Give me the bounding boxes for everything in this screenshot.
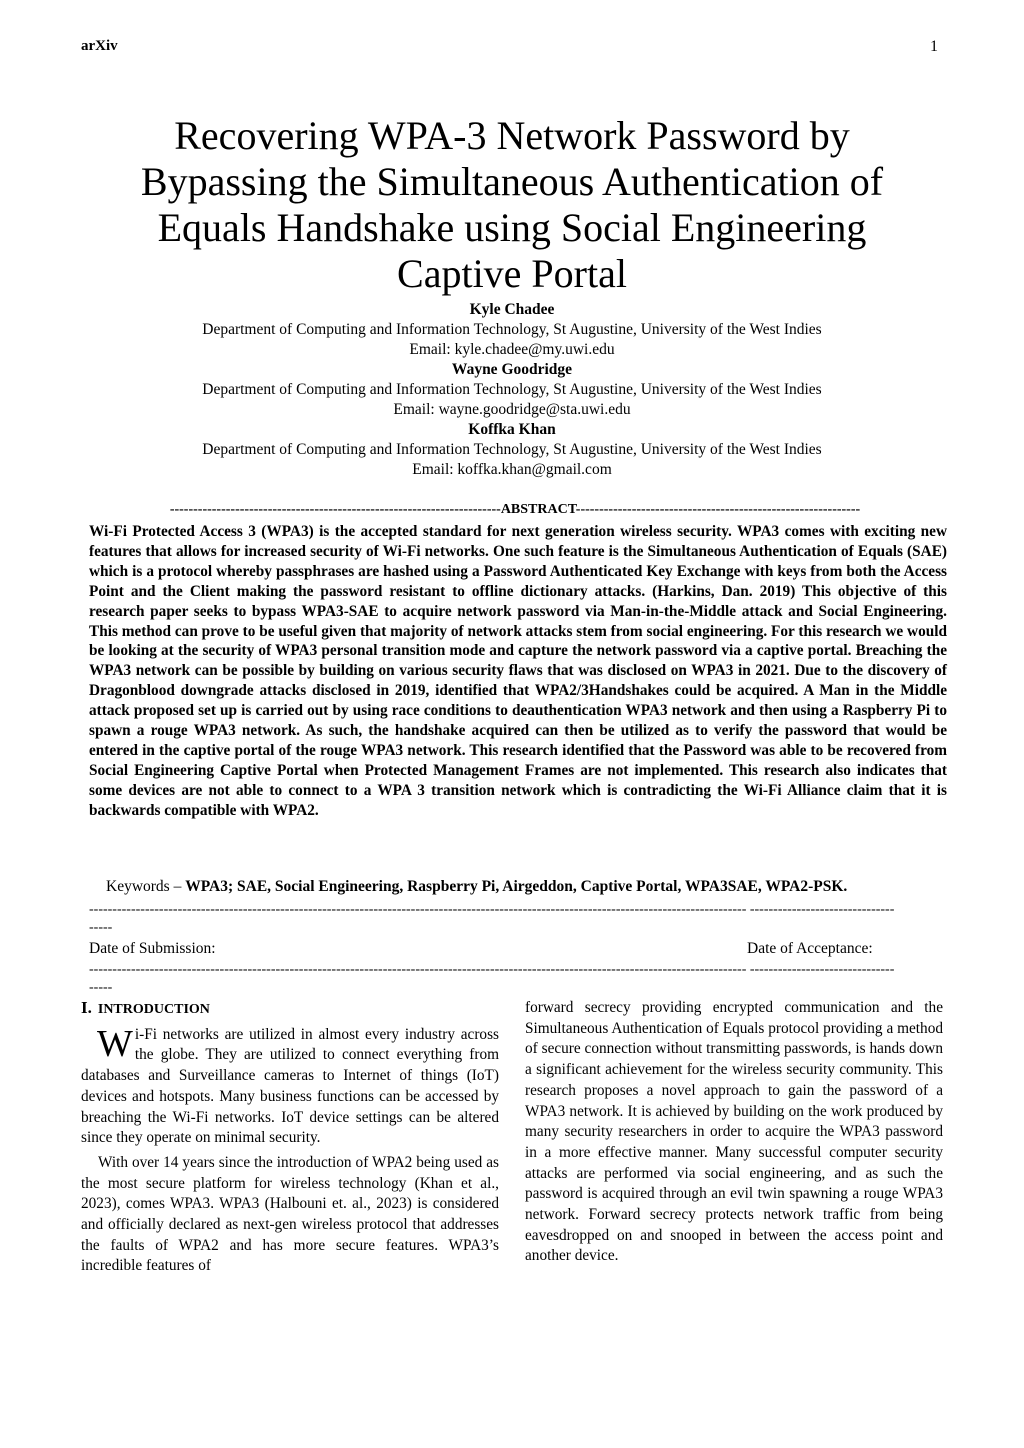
author-email: Email: kyle.chadee@my.uwi.edu — [409, 341, 615, 358]
title-line: Bypassing the Simultaneous Authentication of — [140, 159, 884, 204]
keywords — [106, 878, 847, 896]
author-affiliation: Department of Computing and Information Technology, St Augustine, University of the West Indies — [202, 381, 822, 398]
separator-line: --------------------------------------------------------------------------------------------------------------------------------------------- ------------------------------- — [89, 962, 895, 977]
date-of-submission: Date of Submission: — [89, 940, 216, 957]
page-number: 1 — [930, 38, 938, 55]
section-heading — [81, 998, 499, 1021]
left-column — [81, 998, 499, 1277]
author-affiliation: Department of Computing and Information Technology, St Augustine, University of the West Indies — [202, 321, 822, 338]
section-title: INTRODUCTION — [97, 1002, 210, 1017]
abstract-text: Wi-Fi Protected Access 3 (WPA3) is the accepted standard for next generation wireless security. WPA3 comes with exciting new features that allows for increased security of Wi-Fi networks. One such feature is the Simultaneous Authentication of Equals (SAE) which is a protocol whereby passphrases are hashed using a Password Authenticated Key Exchange with keys from both the Access Point and the Client making the password resistant to offline dictionary attacks. (Harkins, Dan. 2019) This objective of this research paper seeks to bypass WPA3-SAE to acquire network password via Man-in-the-Middle attack and Social Engineering. This method can prove to be useful given that majority of network attacks stem from social engineering. For this research we would be looking at the security of WPA3 personal transition mode and capture the network password via a captive portal. Breaching the WPA3 network can be possible by building on various security flaws that was disclosed on WPA3 in 2021. Due to the discovery of Dragonblood downgrade attacks disclosed in 2019, identified that WPA2/3Handshakes could be acquired. A Man in the Middle attack proposed set up is carried out by using race conditions to deauthentication WPA3 network and then using a Raspberry Pi to spawn a rouge WPA3 network. As such, the handshake acquired can then be utilized as to verify the password that would be entered in the captive portal of the rouge WPA3 network. This research identified that the Password was able to be recovered from Social Engineering Captive Portal when Protected Management Frames are not implemented. This research also indicates that some devices are not able to connect to a WPA 3 transition network which is contradicting the Wi-Fi Alliance claim that it is backwards compatible with WPA2. — [89, 523, 947, 819]
keywords-label: Keywords – — [106, 878, 186, 895]
separator-tail: ----- — [89, 980, 113, 995]
abstract-heading: -----------------------------------------------------------------------ABSTRACT------------------------------------------------------------- — [169, 502, 861, 517]
intro-paragraph — [81, 1022, 499, 1149]
author-name: Wayne Goodridge — [451, 361, 573, 378]
intro-paragraph: forward secrecy providing encrypted communication and the Simultaneous Authentication of Equals protocol providing a method of secure connection without transmitting passwords, is hands down a significant achievement for the wireless security community. This research proposes a novel approach to gain the password of a WPA3 network. It is achieved by building on the work produced by many security researchers in order to acquire the WPA3 password in a more effective manner. Many successful computer security attacks are performed via social engineering, and as such the password is acquired through an evil twin spawning a rouge WPA3 network. Forward secrecy protects network traffic from being eavesdropped on and snooped in between the access point and another device. — [525, 999, 943, 1265]
intro-paragraph-text: i-Fi networks are utilized in almost every industry across the globe. They are utilized to connect everything from databases and Surveillance cameras to Internet of things (IoT) devices and hotspots. Many business functions can be accessed by breaching the Wi-Fi networks. IoT device settings can be altered since they operate on minimal security. — [81, 1025, 499, 1147]
date-of-acceptance: Date of Acceptance: — [747, 940, 873, 957]
separator-tail: ----- — [89, 920, 113, 935]
section-number: I. — [81, 998, 92, 1017]
right-column — [525, 998, 943, 1267]
title-line: Equals Handshake using Social Engineering — [157, 205, 867, 250]
title-line: Recovering WPA-3 Network Password by — [174, 113, 850, 158]
keywords-values: WPA3; SAE, Social Engineering, Raspberry Pi, Airgeddon, Captive Portal, WPA3SAE, WPA2-PSK. — [185, 878, 848, 895]
author-name: Koffka Khan — [468, 421, 556, 438]
venue-label: arXiv — [81, 38, 118, 54]
author-block — [60, 300, 964, 480]
intro-paragraph: With over 14 years since the introduction of WPA2 being used as the most secure platform for wireless technology (Khan et al., 2023), comes WPA3. WPA3 (Halbouni et. al., 2023) is considered and officially declared as next-gen wireless protocol that addresses the faults of WPA2 and has more secure features. WPA3’s incredible features of — [81, 1153, 499, 1275]
author-affiliation: Department of Computing and Information Technology, St Augustine, University of the West Indies — [202, 441, 822, 458]
paper-title — [60, 113, 964, 297]
author-email: Email: wayne.goodridge@sta.uwi.edu — [393, 401, 631, 418]
author-email: Email: koffka.khan@gmail.com — [412, 461, 612, 478]
author-name: Kyle Chadee — [469, 301, 555, 318]
title-line: Captive Portal — [397, 251, 627, 296]
separator-line: --------------------------------------------------------------------------------------------------------------------------------------------- ------------------------------- — [89, 902, 895, 917]
drop-cap: W — [97, 1022, 133, 1065]
